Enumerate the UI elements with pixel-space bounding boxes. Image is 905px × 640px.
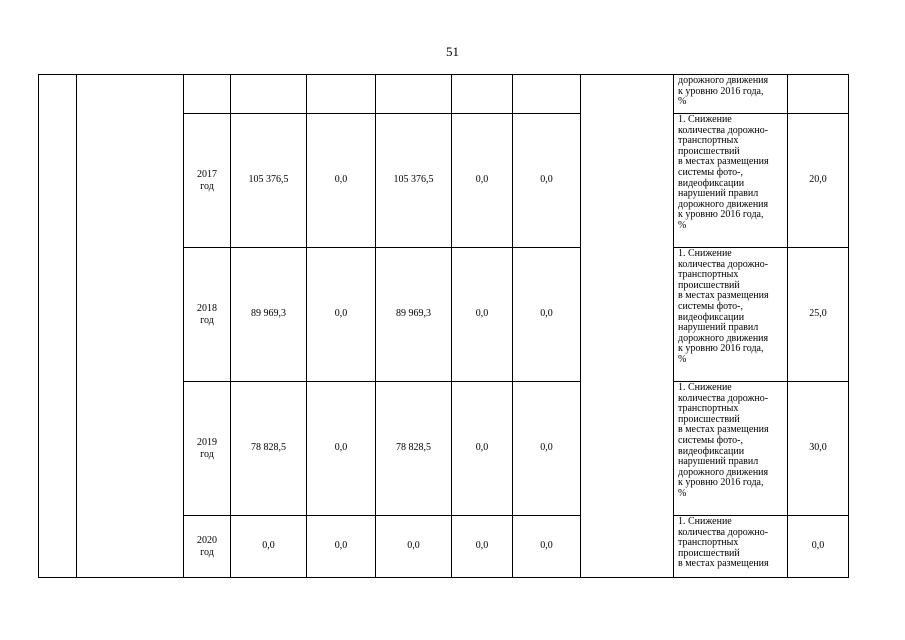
value-cell: 0,0 <box>513 114 581 248</box>
program-funding-table <box>38 74 849 578</box>
value-cell <box>307 75 376 114</box>
target-value-cell: 30,0 <box>788 382 849 516</box>
indicator-description: 1. Снижение количества дорожно- транспортных происшествий в местах размещения системы фото-, видеофиксации нарушений правил дорожного движения к уровню 2016 года, % <box>678 248 769 365</box>
blank-column-2 <box>77 75 184 578</box>
value-cell: 0,0 <box>307 114 376 248</box>
value-cell: 78 828,5 <box>376 382 452 516</box>
year-cell <box>184 248 231 382</box>
table-row <box>39 75 849 114</box>
year-label: 2018 год <box>197 303 217 326</box>
year-cell <box>184 516 231 578</box>
year-cell <box>184 382 231 516</box>
year-label: 2020 год <box>197 535 217 558</box>
indicator-description-cell <box>674 248 788 382</box>
value-cell: 0,0 <box>307 248 376 382</box>
target-value-cell: 0,0 <box>788 516 849 578</box>
value-cell <box>376 75 452 114</box>
blank-column-1 <box>39 75 77 578</box>
indicator-description: 1. Снижение количества дорожно- транспортных происшествий в местах размещения системы фото-, видеофиксации нарушений правил дорожного движения к уровню 2016 года, % <box>678 114 769 231</box>
value-cell: 0,0 <box>452 516 513 578</box>
indicator-description-cell <box>674 516 788 578</box>
year-cell <box>184 75 231 114</box>
blank-column-3 <box>581 75 674 578</box>
value-cell: 0,0 <box>513 516 581 578</box>
value-cell: 89 969,3 <box>376 248 452 382</box>
page-number: 51 <box>446 44 459 59</box>
value-cell: 105 376,5 <box>231 114 307 248</box>
value-cell: 105 376,5 <box>376 114 452 248</box>
value-cell <box>452 75 513 114</box>
indicator-description: 1. Снижение количества дорожно- транспортных происшествий в местах размещения <box>678 516 769 570</box>
target-value-cell: 25,0 <box>788 248 849 382</box>
value-cell: 89 969,3 <box>231 248 307 382</box>
value-cell <box>231 75 307 114</box>
target-value-cell: 20,0 <box>788 114 849 248</box>
value-cell <box>513 75 581 114</box>
indicator-description-cell <box>674 75 788 114</box>
year-label: 2017 год <box>197 169 217 192</box>
value-cell: 0,0 <box>513 382 581 516</box>
indicator-description-cell <box>674 114 788 248</box>
value-cell: 0,0 <box>376 516 452 578</box>
target-value-cell <box>788 75 849 114</box>
value-cell: 0,0 <box>452 382 513 516</box>
value-cell: 0,0 <box>452 248 513 382</box>
value-cell: 0,0 <box>307 382 376 516</box>
value-cell: 0,0 <box>307 516 376 578</box>
year-label: 2019 год <box>197 437 217 460</box>
value-cell: 0,0 <box>452 114 513 248</box>
year-cell <box>184 114 231 248</box>
value-cell: 0,0 <box>513 248 581 382</box>
value-cell: 0,0 <box>231 516 307 578</box>
indicator-description: дорожного движения к уровню 2016 года, % <box>678 75 769 108</box>
indicator-description-cell <box>674 382 788 516</box>
indicator-description: 1. Снижение количества дорожно- транспортных происшествий в местах размещения системы фото-, видеофиксации нарушений правил дорожного движения к уровню 2016 года, % <box>678 382 769 499</box>
value-cell: 78 828,5 <box>231 382 307 516</box>
